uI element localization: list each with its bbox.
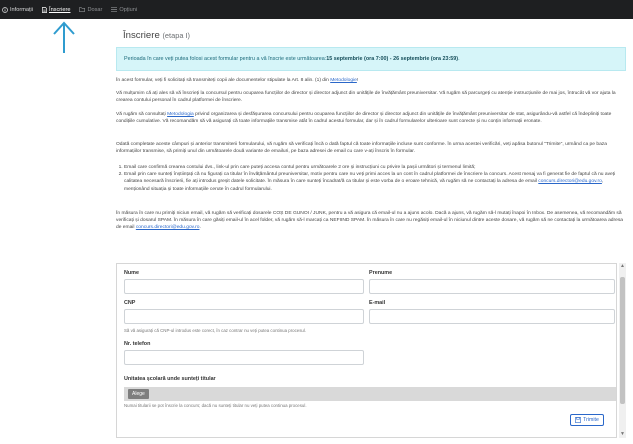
unit-hint: Numai titularii se pot înscrie la concurs; dacă nu sunteți titular nu veți putea continua procesul. — [124, 403, 307, 408]
email-label: E-mail — [369, 300, 386, 306]
nav-options[interactable] — [111, 7, 137, 13]
surname-input[interactable] — [369, 279, 615, 294]
list-item — [124, 171, 626, 193]
nav-options-label: Opțiuni — [119, 6, 138, 13]
alert-text-pre: Perioada în care veți putea folosi acest formular pentru a vă înscrie este următoarea: — [124, 56, 327, 62]
school-unit-select[interactable] — [124, 387, 616, 401]
intro-p1-text: În acest formular, veți fi solicitați să transmiteți copii ale documentelor stipulate la Art. 8 alin. (1) din — [116, 78, 331, 83]
surname-label: Prenume — [369, 270, 393, 276]
intro-paragraph-2: Vă mulțumim că ați ales să vă înscrieți la concursul pentru ocuparea funcțiilor de director și director adjunct din unitățile de învățământ preuniversitar. Vă rugăm să parcurgeți cu atenție instrucțiunile de mai jos, întrucât vă vor ajuta la crearea contului personal în cadrul platformei de înscriere. — [116, 91, 616, 104]
folder-icon — [79, 7, 85, 12]
li2-end: , menționând situația și toate informațiile cerute în cadrul formularului. — [124, 179, 604, 192]
cnp-input[interactable] — [124, 309, 364, 324]
document-icon — [42, 7, 47, 13]
info-icon — [2, 7, 8, 13]
submit-label: Trimite — [583, 417, 599, 423]
save-icon — [575, 417, 581, 423]
scroll-up-icon[interactable]: ▲ — [620, 263, 625, 269]
intro-p3-text: Vă rugăm să consultați — [116, 112, 168, 117]
cnp-hint: Să vă asigurați că CNP-ul introdus este corect, în caz contrar nu veți putea continua procesul. — [124, 328, 307, 333]
phone-input[interactable] — [124, 350, 364, 365]
cnp-label: CNP — [124, 300, 136, 306]
alert-text-post: . — [458, 56, 460, 62]
top-navbar — [0, 0, 633, 19]
intro-p5-text: În măsura în care nu primiți niciun email, vă rugăm să verificați dosarele COȘ DE GUNOI / JUNK, pentru a vă asigura că email-ul nu a ajuns acolo. Dacă a ajuns, vă rugăm să-l mutați înapoi în Inbox. De asemenea, vă recomandăm să verificați și dosarul SPAM. În măsura în care găsiți email-ul în acel folder, vă rugăm să-l marcați ca NEFIIND SPAM. În măsura în care nu regăsiți email-ul în niciunul dintre aceste dosare, vă rugăm să ne contactați la următoarea adresa de email — [116, 211, 624, 231]
email-outcomes-list — [116, 164, 626, 193]
page-title — [123, 30, 190, 41]
page-title-text: Înscriere — [123, 30, 160, 41]
methodology-link[interactable]: Metodologie — [330, 78, 357, 83]
intro-paragraph-3 — [116, 111, 626, 125]
menu-icon — [111, 7, 117, 12]
contact-email-link-2[interactable]: concurs.directori@edu.gov.ro — [135, 225, 200, 231]
name-input[interactable] — [124, 279, 364, 294]
alert-period: 15 septembrie (ora 7:00) - 26 septembrie (ora 23:59) — [326, 56, 459, 62]
phone-label: Nr. telefon — [124, 341, 151, 347]
nav-enroll-label: Înscriere — [49, 6, 71, 13]
intro-p1-end: ! — [356, 78, 359, 83]
contact-email-link[interactable]: concurs.directori@edu.gov.ro — [538, 179, 602, 185]
intro-p5-end: . — [199, 225, 201, 231]
annotation-arrow-icon — [50, 20, 78, 54]
list-item: 1. Email care confirmă crearea contului dvs., link-ul prin care puteți accesa contul pentru următoarele 2 ore și instrucțiuni cu privire la pașii următori și termenul limită; — [124, 164, 626, 171]
intro-paragraph-5 — [116, 210, 626, 232]
nav-info[interactable] — [2, 7, 33, 13]
intro-paragraph-1 — [116, 77, 626, 84]
email-input[interactable] — [369, 309, 615, 324]
period-alert — [116, 47, 626, 71]
intro-paragraph-4: Odată completate aceste câmpuri și anterior transmiterii formularului, vă rugăm să verificați încă o dată faptul că toate informațiile incluse sunt conforme. În urma acestei verificări, veți apăsa butonul "Trimite", urmând ca pe baza informațiilor transmise, să primiți unul din următoarele două variante de emailuri, pe baza adresei de email cu care v-ați înscris în formular. — [116, 142, 607, 155]
li2-text: Email prin care sunteți înștiințați că nu figurați ca titular în învățământul preuniversitar, motiv pentru care nu veți primi acces la un cont în cadrul platformei de înscriere la concurs. Acest mesaj va fi generat fie de faptul că nu aveți calitatea necesară înscrierii, fie ați introdus greșit datele solicitate. În măsura în care sunteți încadrat/ă ca titular și este vorba de o eroare tehnică, vă rugăm să ne contactați la adresa de email — [124, 172, 616, 185]
nav-file-label: Dosar — [87, 6, 103, 13]
scrollbar-thumb[interactable] — [620, 277, 625, 404]
intro-p3-end: privind organizarea și desfășurarea concursului pentru ocuparea funcțiilor de director și director adjunct din unitățile de învățământ preuniversitar de stat, asigurându-vă astfel că îndepliniți toate condițiile cumulative. Vă recomandăm să vă asigurați că toate informațiile transmise atât în cadrul acestui formular, dar și în cadrul formularelor ulterioare sunt corecte și nu conțin informații eronate. — [116, 112, 612, 125]
scroll-down-icon[interactable]: ▼ — [620, 431, 625, 437]
name-label: Nume — [124, 270, 139, 276]
select-choose-label: Alege — [128, 389, 149, 399]
nav-file[interactable] — [79, 7, 102, 13]
methodology-link-2[interactable]: Metodologia — [167, 112, 194, 117]
enrollment-form — [116, 263, 617, 438]
form-scrollbar[interactable] — [619, 263, 626, 438]
unit-label: Unitatea școlară unde sunteți titular — [124, 376, 216, 382]
nav-enroll[interactable] — [42, 7, 70, 13]
page-subtitle: (etapa I) — [162, 31, 190, 40]
nav-info-label: Informații — [10, 6, 34, 13]
submit-button[interactable] — [570, 414, 604, 426]
